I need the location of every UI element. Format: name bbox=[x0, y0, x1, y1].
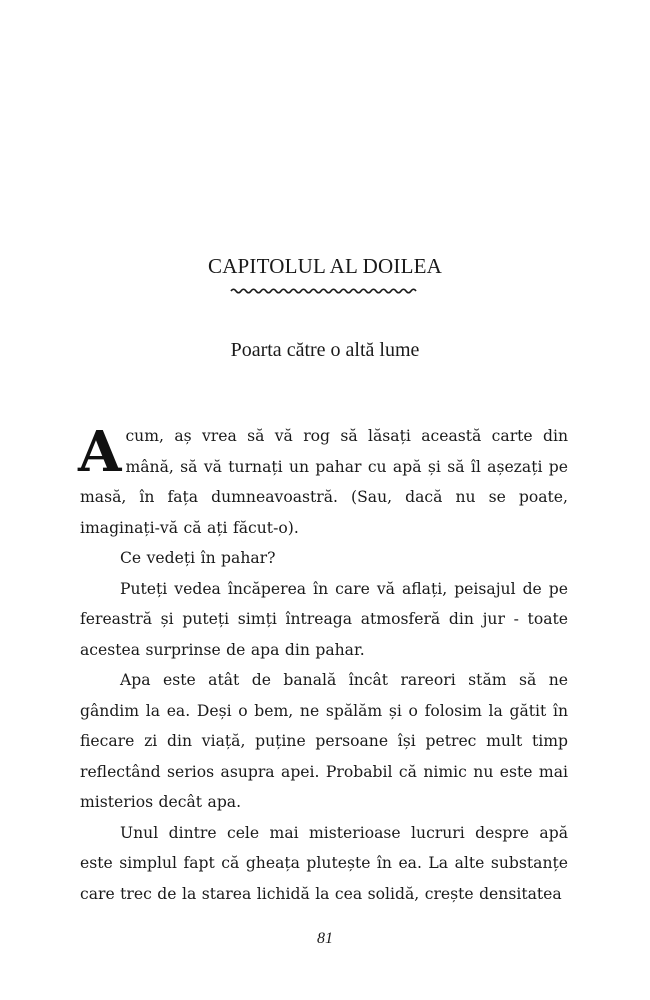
paragraph-3: Puteți vedea încăperea în care vă aflați, peisajul de pe fereastră și puteți simți întreaga atmosferă din jur - toate acestea surprinse de apa din pahar. bbox=[80, 579, 568, 659]
paragraph-4: Apa este atât de banală încât rareori stăm să ne gândim la ea. Deși o bem, ne spălăm și o folosim la gătit în fiecare zi din viață, puține persoane își petrec mult timp reflectând serios asupra apei. Probabil că nimic nu este mai misterios decât apa. bbox=[80, 671, 568, 811]
chapter-subtitle: Poarta către o altă lume bbox=[230, 339, 420, 361]
paragraph-5: Unul dintre cele mai misterioase lucruri despre apă este simplul fapt că gheața plutește în ea. La alte substanțe care trec de la starea lichidă la cea solidă, crește densitatea bbox=[80, 823, 568, 903]
paragraph-2: Ce vedeți în pahar? bbox=[120, 549, 276, 567]
page-number: 81 bbox=[317, 930, 333, 947]
paragraph-1-text: cum, aș vrea să vă rog să lăsați această carte din mână, să vă turnați un pahar cu apă și să îl așezați pe masă, în fața dumneavoastră. (Sau, dacă nu se poate, imaginați-vă că ați făcut-o). bbox=[80, 427, 568, 537]
drop-cap-letter: A bbox=[78, 419, 122, 485]
body-text bbox=[80, 421, 568, 909]
wavy-divider-ornament bbox=[229, 286, 419, 296]
paragraph-1 bbox=[80, 421, 568, 543]
chapter-heading: CAPITOLUL AL DOILEA bbox=[207, 254, 442, 278]
